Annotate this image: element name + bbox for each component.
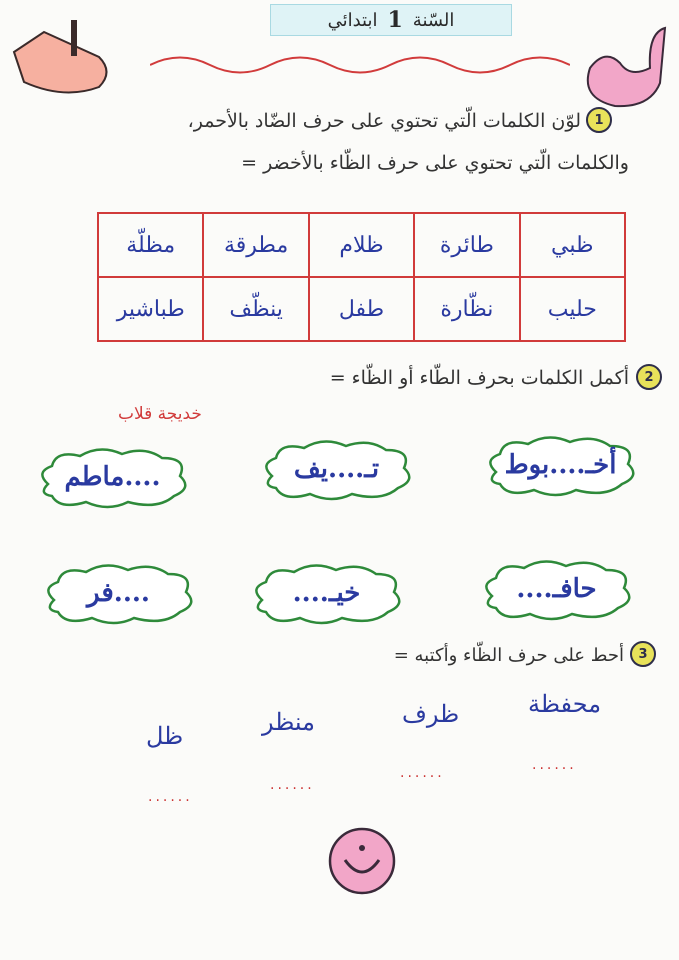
cloud-word-end: ماطم [64, 462, 125, 492]
answer-blank[interactable]: ...... [532, 757, 577, 773]
word-cloud[interactable] [254, 436, 419, 502]
section3-line: أحط على حرف الظّاء وأكتبه = [393, 645, 624, 666]
big-letter-right-decor [560, 8, 675, 118]
table-cell[interactable]: ينظّف [203, 277, 308, 341]
cloud-blank[interactable]: .... [328, 454, 365, 484]
cloud-word-start: خيـ [328, 578, 361, 608]
cloud-word [64, 462, 160, 492]
word-item: ظرف [402, 700, 460, 728]
words-table [97, 212, 626, 342]
word-item: منظر [262, 708, 316, 736]
author-name: خديجة قلاب [118, 404, 202, 424]
cloud-blank[interactable]: .... [292, 578, 329, 608]
table-cell[interactable]: طائرة [414, 213, 519, 277]
table-cell[interactable]: ظبي [520, 213, 625, 277]
cloud-blank[interactable]: .... [549, 450, 586, 480]
year-number: 1 [387, 7, 403, 33]
word-cloud[interactable] [478, 432, 643, 498]
table-row [98, 213, 625, 277]
cloud-word-end: يف [293, 454, 329, 484]
cloud-blank[interactable]: .... [113, 578, 150, 608]
section1-line2: والكلمات الّتي تحتوي على حرف الظّاء بالأخضر = [241, 152, 629, 174]
year-label: السّنة [412, 9, 455, 31]
section1-line1: لوّن الكلمات الّتي تحتوي على حرف الضّاد بالأحمر، [187, 110, 581, 132]
table-cell[interactable]: ظلام [309, 213, 414, 277]
cloud-word [87, 578, 150, 608]
cloud-blank[interactable]: .... [516, 574, 553, 604]
cloud-blank[interactable]: .... [124, 462, 161, 492]
cloud-word-start: حافـ [552, 574, 597, 604]
cloud-word-start: أخـ [585, 450, 617, 480]
section2-line: أكمل الكلمات بحرف الطّاء أو الظّاء = [329, 367, 629, 389]
word-cloud[interactable] [244, 560, 409, 626]
year-level-header [270, 4, 512, 36]
table-cell[interactable]: مطرقة [203, 213, 308, 277]
level-label: ابتدائي [327, 9, 378, 31]
section1-number: 1 [586, 107, 612, 133]
cloud-word-end: بوط [504, 450, 550, 480]
header-wavy-line [150, 50, 570, 80]
table-cell[interactable]: طفل [309, 277, 414, 341]
table-cell[interactable]: طباشير [98, 277, 203, 341]
table-row [98, 277, 625, 341]
answer-blank[interactable]: ...... [148, 789, 193, 805]
table-cell[interactable]: مظلّة [98, 213, 203, 277]
section3-number: 3 [630, 641, 656, 667]
cloud-word-end: فر [87, 578, 114, 608]
cloud-word [516, 574, 596, 604]
cloud-word [293, 578, 361, 608]
table-cell[interactable]: حليب [520, 277, 625, 341]
word-cloud[interactable] [36, 560, 201, 626]
word-item: محفظة [528, 690, 602, 718]
cloud-word [294, 454, 379, 484]
cloud-word [505, 450, 617, 480]
word-item: ظل [146, 722, 184, 750]
answer-blank[interactable]: ...... [270, 777, 315, 793]
answer-blank[interactable]: ...... [400, 765, 445, 781]
word-cloud[interactable] [30, 444, 195, 510]
big-letter-left-decor [4, 12, 124, 102]
cloud-word-start: تـ [364, 454, 380, 484]
word-cloud[interactable] [474, 556, 639, 622]
smiley-letter-icon [327, 826, 397, 896]
table-cell[interactable]: نظّارة [414, 277, 519, 341]
section2-number: 2 [636, 364, 662, 390]
